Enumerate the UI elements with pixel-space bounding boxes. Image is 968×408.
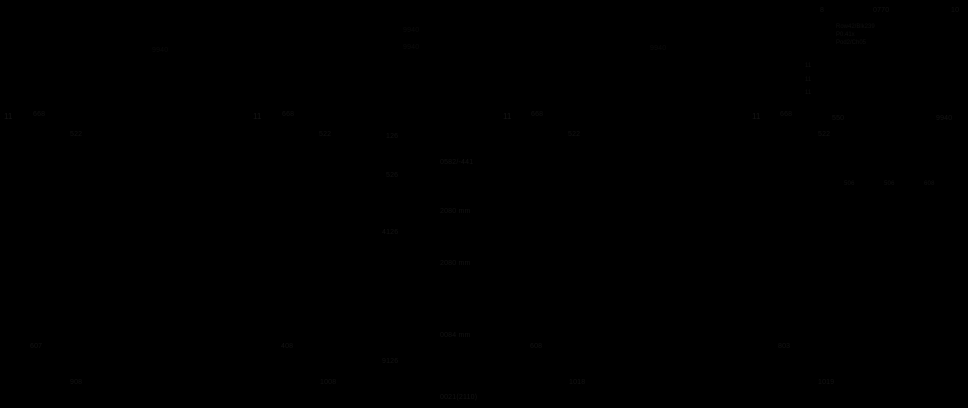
mid-marker-glyph-1: 11 xyxy=(4,112,13,121)
lower-row-sub-3: 1018 xyxy=(569,379,586,386)
mid-marker-code-4: 668 xyxy=(780,111,793,118)
mid-marker-code-2: 668 xyxy=(282,111,295,118)
mid-marker-glyph-2: 11 xyxy=(253,112,262,121)
center-row-text-9: 0021(2110) xyxy=(440,394,478,401)
center-row-left-1: 126 xyxy=(386,133,399,140)
right-scale-value-2: 506 xyxy=(884,181,895,187)
center-row-text-5: 2080 mm xyxy=(440,260,471,267)
lower-row-sub-1: 908 xyxy=(70,379,83,386)
top-row-value-2: 9940 xyxy=(403,44,420,51)
mid-marker-glyph-3: 11 xyxy=(503,112,512,121)
top-row-value-4: 9940 xyxy=(650,45,667,52)
top-right-info-line-3: Pod2/Ch05 xyxy=(836,40,867,46)
lower-row-code-1: 607 xyxy=(30,343,43,350)
center-row-text-1: 0582/-441 xyxy=(440,159,474,166)
top-right-info-line-1: Row42/Blk239 xyxy=(836,24,875,30)
top-right-code: 0770 xyxy=(873,7,890,14)
lower-row-sub-2: 1008 xyxy=(320,379,337,386)
mid-marker-glyph-4: 11 xyxy=(752,112,761,121)
mid-extra-right-label: 550 xyxy=(832,115,845,122)
center-row-text-3: 2080 mm xyxy=(440,208,471,215)
right-scale-value-3: 608 xyxy=(924,181,935,187)
top-right-marker: 8 xyxy=(820,7,825,14)
right-scale-value-1: 506 xyxy=(844,181,855,187)
center-row-left-4: 4126 xyxy=(382,229,399,236)
top-row-value-1: 9940 xyxy=(403,27,420,34)
mid-marker-code-1: 668 xyxy=(33,111,46,118)
vertical-stack-line-2: 11 xyxy=(805,77,812,83)
center-row-text-7: 0084 mm xyxy=(440,332,471,339)
vertical-stack-line-3: 11 xyxy=(805,90,812,96)
top-row-value-3: 9940 xyxy=(152,47,169,54)
center-row-left-8: 9126 xyxy=(382,358,399,365)
lower-row-code-3: 608 xyxy=(530,343,543,350)
mid-marker-pair-1: 522 xyxy=(70,131,83,138)
top-right-info-line-2: P0.41x xyxy=(836,32,855,38)
top-right-corner: 10 xyxy=(951,7,960,14)
mid-marker-pair-2: 522 xyxy=(319,131,332,138)
lower-row-code-2: 408 xyxy=(281,343,294,350)
mid-marker-pair-4: 522 xyxy=(818,131,831,138)
vertical-stack-line-1: 11 xyxy=(805,63,812,69)
mid-marker-code-3: 668 xyxy=(531,111,544,118)
center-row-left-2: 526 xyxy=(386,172,399,179)
mid-extra-right-value: 9940 xyxy=(936,115,953,122)
lower-row-code-4: 803 xyxy=(778,343,791,350)
lower-row-sub-4: 1019 xyxy=(818,379,835,386)
mid-marker-pair-3: 522 xyxy=(568,131,581,138)
